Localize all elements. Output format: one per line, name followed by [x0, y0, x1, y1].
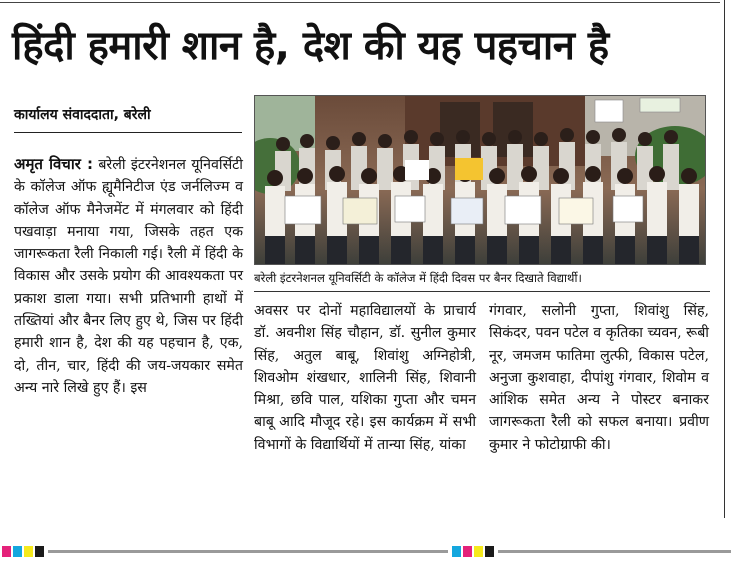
byline: कार्यालय संवाददाता, बरेली — [14, 107, 151, 123]
byline-rule — [14, 132, 242, 133]
photo-caption: बरेली इंटरनेशनल यूनिवर्सिटी के कॉलेज में हिंदी दिवस पर बैनर दिखाते विद्यार्थी। — [254, 271, 582, 285]
caption-rule — [254, 291, 710, 292]
cyan-registration-mark — [13, 546, 22, 557]
grey-bar-left — [48, 550, 448, 553]
black-registration-mark — [35, 546, 44, 557]
top-rule — [0, 0, 720, 6]
magenta-registration-mark — [2, 546, 11, 557]
article-column-2 — [254, 300, 476, 524]
headline: हिंदी हमारी शान है, देश की यह पहचान है — [12, 23, 609, 69]
grey-bar-right — [498, 550, 731, 553]
yellow-registration-mark — [24, 546, 33, 557]
right-column-rule — [724, 0, 725, 518]
column-1-text: बरेली इंटरनेशनल यूनिवर्सिटी के कॉलेज ऑफ ह्यूमैनिटीज एंड जर्नलिज्म व कॉलेज ऑफ मैनेजमेंट में मंगलवार को हिंदी पखवाड़ा मनाया गया, जिसके तहत एक जागरूकता रैली निकाली गई। रैली में हिंदी के विकास और उसके प्रयोग की आवश्यकता पर प्रकाश डाला गया। सभी प्रतिभागी हाथों में तख्तियां और बैनर लिए हुए थे, जिस पर हिंदी हमारी शान है, देश की यह पहचान है, एक, दो, तीन, चार, हिंदी की जय-जयकार समेत अन्य नारे लिखे हुए हैं। इस — [14, 157, 243, 396]
magenta-registration-mark-2 — [463, 546, 472, 557]
black-registration-mark-2 — [485, 546, 494, 557]
news-photo — [254, 95, 706, 265]
column-2-text: अवसर पर दोनों महाविद्यालयों के प्राचार्य डॉ. अवनीश सिंह चौहान, डॉ. सुनील कुमार सिंह, अतुल बाबू, शिवांशु अग्निहोत्री, शिवओम शंखधार, शालिनी सिंह, शिवानी मिश्रा, छवि पाल, यशिका गुप्ता और चमन बाबू आदि मौजूद रहे। इस कार्यक्रम में सभी विभागों के विद्यार्थियों में तान्या सिंह, यांका — [254, 303, 476, 453]
dateline-lead: अमृत विचार : — [14, 155, 93, 173]
print-registration-bar — [0, 542, 733, 562]
article-column-3 — [489, 300, 709, 524]
cyan-registration-mark-2 — [452, 546, 461, 557]
column-3-text: गंगवार, सलोनी गुप्ता, शिवांशु सिंह, सिकंदर, पवन पटेल व कृतिका च्यवन, रूबी नूर, जमजम फातिमा लुत्फी, विकास पटेल, अनुजा कुशवाहा, दीपांशु गंगवार, शिवोम व आंशिक समेत अन्य ने पोस्टर बनाकर जागरूकता रैली को सफल बनाया। प्रवीण कुमार ने फोटोग्राफी की। — [489, 303, 709, 453]
students-with-banners-photo — [255, 96, 705, 264]
article-column-1 — [14, 153, 243, 523]
yellow-registration-mark-2 — [474, 546, 483, 557]
